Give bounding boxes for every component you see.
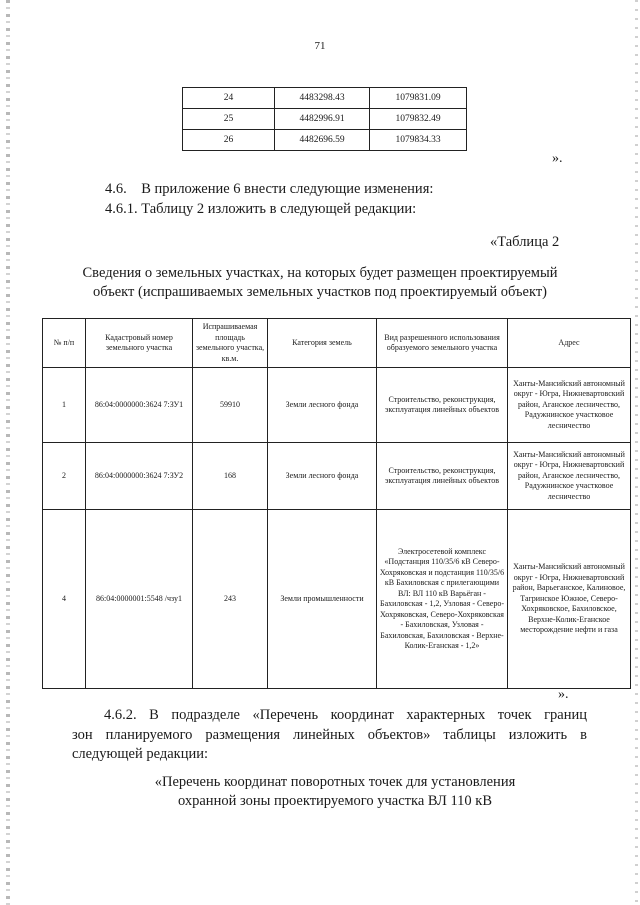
table-label: «Таблица 2 [490, 234, 560, 250]
coordinates-list-heading [110, 773, 560, 811]
coordinate-x: 4482996.91 [275, 109, 370, 130]
cadastral-number: 86:04:0000000:3624 7:ЗУ1 [86, 368, 193, 443]
table-row [183, 88, 467, 109]
point-number: 24 [183, 88, 275, 109]
table-header-row [43, 319, 631, 368]
header-area: Испрашиваемая площадь земельного участка, кв.м. [193, 319, 268, 368]
address: Ханты-Мансийский автономный округ - Югра, Нижневартовский район, Аганское лесничество, Радужнинское участковое лесничество [508, 368, 631, 443]
cadastral-number: 86:04:0000001:5548 /чзу1 [86, 510, 193, 689]
row-number: 4 [43, 510, 86, 689]
table-heading [60, 264, 580, 302]
area-value: 243 [193, 510, 268, 689]
paragraph-4-6-2 [72, 706, 587, 765]
scan-edge-right [635, 0, 638, 905]
table-heading-line: Сведения о земельных участках, на которых будет размещен проектируемый [82, 265, 558, 281]
header-address: Адрес [508, 319, 631, 368]
permitted-use: Строительство, реконструкция, эксплуатация линейных объектов [377, 443, 508, 510]
cadastral-number: 86:04:0000000:3624 7:ЗУ2 [86, 443, 193, 510]
address: Ханты-Мансийский автономный округ - Югра, Нижневартовский район, Варьеганское, Калиновое, Тагринское Южное, Северо-Хохряковское, Бахиловское, Верхне-Колик-Еганское месторождение нефти и газа [508, 510, 631, 689]
table-heading-line: объект (испрашиваемых земельных участков под проектируемый объект) [92, 284, 547, 300]
permitted-use: Электросетевой комплекс «Подстанция 110/35/6 кВ Северо-Хохряковская и подстанция 110/35/6 кВ Бахиловская с прилегающими ВЛ: ВЛ 110 кВ Варьёган - Бахиловская - 1,2, Узловая - Северо-Хохряковская, Северо-Хохряковская - Бахиловская, Узловая - Бахиловская, Бахиловская - Верхне-Колик-Еганская - 1,2» [377, 510, 508, 689]
subheading-line: «Перечень координат поворотных точек для установления [154, 774, 516, 790]
row-number: 2 [43, 443, 86, 510]
land-category: Земли промышленности [268, 510, 377, 689]
table-row [183, 130, 467, 151]
paragraph-first-line: 4.6.2. В подразделе «Перечень координат характерных точек границ [104, 707, 587, 723]
header-cadastral-number: Кадастровый номер земельного участка [86, 319, 193, 368]
coordinate-y: 1079832.49 [370, 109, 467, 130]
point-number: 26 [183, 130, 275, 151]
table-row [183, 109, 467, 130]
subheading-line: охранной зоны проектируемого участка ВЛ 110 кВ [177, 793, 493, 809]
header-land-category: Категория земель [268, 319, 377, 368]
page-number: 71 [314, 40, 326, 52]
land-category: Земли лесного фонда [268, 443, 377, 510]
permitted-use: Строительство, реконструкция, эксплуатация линейных объектов [377, 368, 508, 443]
coordinate-x: 4483298.43 [275, 88, 370, 109]
point-number: 25 [183, 109, 275, 130]
paragraph-4-6: 4.6. В приложение 6 внести следующие изменения: [105, 181, 434, 197]
coordinate-y: 1079834.33 [370, 130, 467, 151]
coordinate-y: 1079831.09 [370, 88, 467, 109]
row-number: 1 [43, 368, 86, 443]
paragraph-4-6-1: 4.6.1. Таблицу 2 изложить в следующей редакции: [105, 201, 417, 217]
area-value: 168 [193, 443, 268, 510]
header-number: № п/п [43, 319, 86, 368]
table-row [43, 368, 631, 443]
closing-quote-mark: ». [552, 151, 563, 166]
header-permitted-use: Вид разрешенного использования образуемого земельного участка [377, 319, 508, 368]
address: Ханты-Мансийский автономный округ - Югра, Нижневартовский район, Аганское лесничество, Радужнинское участковое лесничество [508, 443, 631, 510]
table-row [43, 510, 631, 689]
land-plots-table [42, 318, 631, 689]
table-row [43, 443, 631, 510]
coordinate-x: 4482696.59 [275, 130, 370, 151]
coordinates-table-fragment [182, 87, 467, 151]
paragraph-continuation: зон планируемого размещения линейных объектов» таблицы изложить в следующей редакции: [72, 726, 587, 762]
closing-quote-mark: ». [558, 687, 569, 702]
area-value: 59910 [193, 368, 268, 443]
land-category: Земли лесного фонда [268, 368, 377, 443]
scan-edge-left [6, 0, 10, 905]
